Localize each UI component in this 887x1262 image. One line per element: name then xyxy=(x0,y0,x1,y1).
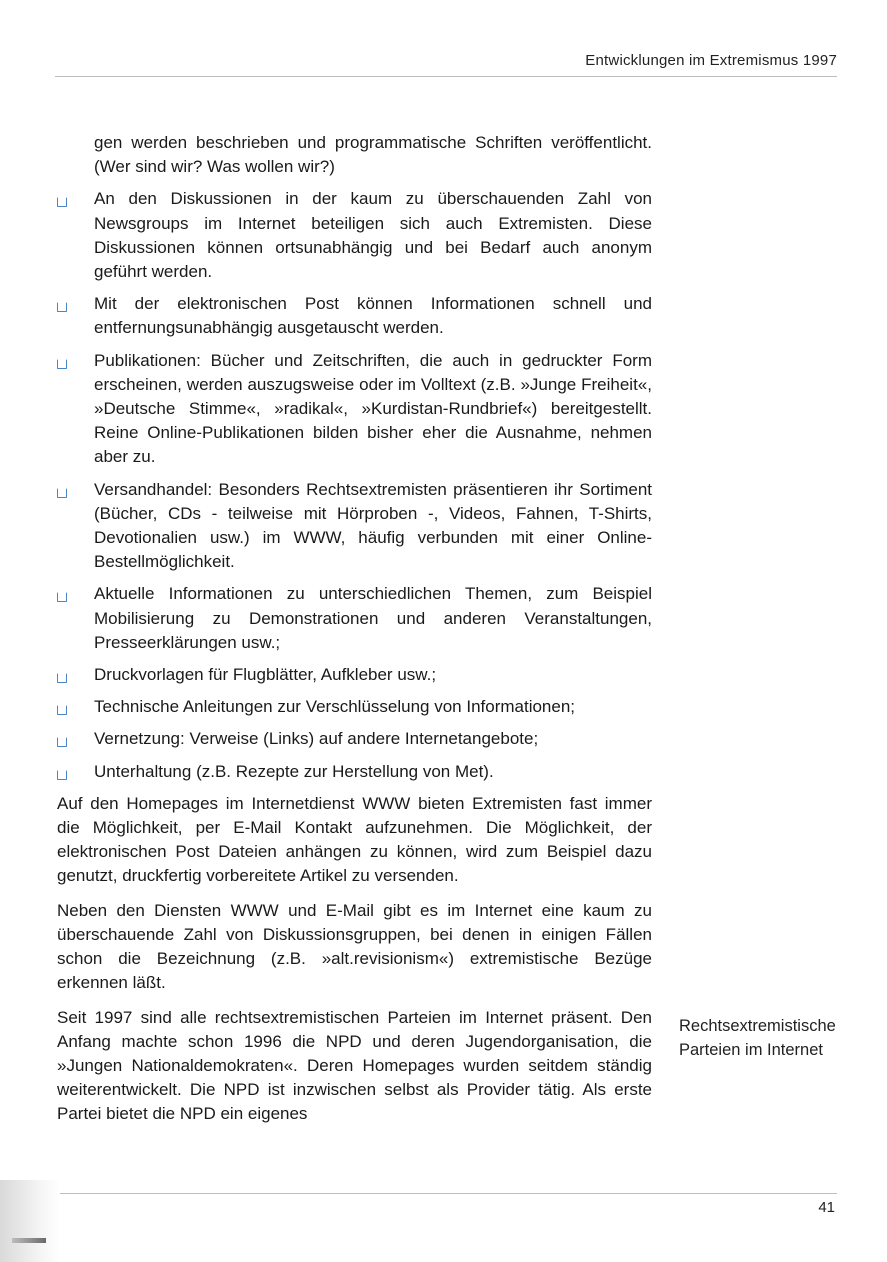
list-item xyxy=(57,582,652,655)
list-item-text: Unterhaltung (z.B. Rezepte zur Herstellung von Met). xyxy=(94,761,494,781)
list-item-text: Vernetzung: Verweise (Links) auf andere Internetangebote; xyxy=(94,729,539,749)
intro-continuation: gen werden beschrieben und programmatische Schriften veröffentlicht. (Wer sind wir? Was wollen wir?) xyxy=(94,133,652,177)
list-item xyxy=(57,292,652,340)
list-item xyxy=(57,760,652,784)
body-paragraph: Seit 1997 sind alle rechtsextremistischen Parteien im Internet präsent. Den Anfang machte schon 1996 die NPD und deren Jugendorganisation, die »Jungen Nationaldemokraten«. Deren Homepages wurden seitdem ständig weiterentwickelt. Die NPD ist inzwischen selbst als Provider tätig. Als erste Partei bietet die NPD ein eigenes xyxy=(57,1007,652,1124)
checkbox-bullet-icon xyxy=(57,488,67,498)
list-item xyxy=(57,349,652,470)
checkbox-bullet-icon xyxy=(57,197,67,207)
checkbox-bullet-icon xyxy=(57,359,67,369)
page-binding-shadow xyxy=(0,1180,60,1262)
checkbox-bullet-icon xyxy=(57,770,67,780)
checkbox-bullet-icon xyxy=(57,705,67,715)
list-item xyxy=(57,478,652,575)
list-item-text: An den Diskussionen in der kaum zu überschauenden Zahl von Newsgroups im Internet beteiligen sich auch Extremisten. Diese Diskussionen können ortsunabhängig und bei Bedarf auch anonym geführt werden. xyxy=(94,189,652,282)
list-item-text: Versandhandel: Besonders Rechtsextremisten präsentieren ihr Sortiment (Bücher, CDs - teilweise mit Hörproben -, Videos, Fahnen, T-Shirts, Devotionalien usw.) im WWW, häufig verbunden mit einer Online-Bestellmöglichkeit. xyxy=(94,479,652,572)
list-item-text: Druckvorlagen für Flugblätter, Aufkleber usw.; xyxy=(94,665,437,685)
body-paragraph: Neben den Diensten WWW und E-Mail gibt es im Internet eine kaum zu überschauende Zahl von Diskussionsgruppen, bei denen in einigen Fällen schon die Bezeichnung (z.B. »alt.revisionism«) extremistische Bezüge erkennen läßt. xyxy=(57,900,652,993)
body-paragraph: Auf den Homepages im Internetdienst WWW bieten Extremisten fast immer die Möglichkeit, per E-Mail Kontakt aufzunehmen. Die Möglichkeit, der elektronischen Post Dateien anhängen zu können, wird zum Beispiel dazu genutzt, druckfertig vorbereitete Artikel zu versenden. xyxy=(57,793,652,886)
list-item-text: Aktuelle Informationen zu unterschiedlichen Themen, zum Beispiel Mobilisierung zu Demonstrationen und anderen Veranstaltungen, Presseerklärungen usw.; xyxy=(94,584,652,652)
list-item-text: Mit der elektronischen Post können Informationen schnell und entfernungsunabhängig ausgetauscht werden. xyxy=(94,294,652,338)
list-item xyxy=(57,695,652,719)
running-header: Entwicklungen im Extremismus 1997 xyxy=(585,52,837,69)
page-number: 41 xyxy=(818,1199,835,1216)
checkbox-bullet-icon xyxy=(57,592,67,602)
checkbox-bullet-icon xyxy=(57,673,67,683)
list-item xyxy=(57,663,652,687)
footer-rule xyxy=(55,1193,837,1194)
list-item xyxy=(57,727,652,751)
margin-note: Rechtsextremistische Parteien im Internet xyxy=(679,1017,836,1060)
header-rule xyxy=(55,76,837,77)
binding-edge-mark xyxy=(12,1238,46,1243)
list-item-text: Publikationen: Bücher und Zeitschriften, die auch in gedruckter Form erscheinen, werden auszugsweise oder im Volltext (z.B. »Junge Freiheit«, »Deutsche Stimme«, »radikal«, »Kurdistan-Rundbrief«) bereitgestellt. Reine Online-Publikationen bilden bisher eher die Ausnahme, nehmen aber zu. xyxy=(94,350,652,467)
main-text-column xyxy=(57,131,652,1127)
list-item xyxy=(57,187,652,284)
checkbox-bullet-icon xyxy=(57,737,67,747)
bullet-list xyxy=(57,187,652,783)
list-item-text: Technische Anleitungen zur Verschlüsselung von Informationen; xyxy=(94,697,576,717)
checkbox-bullet-icon xyxy=(57,302,67,312)
